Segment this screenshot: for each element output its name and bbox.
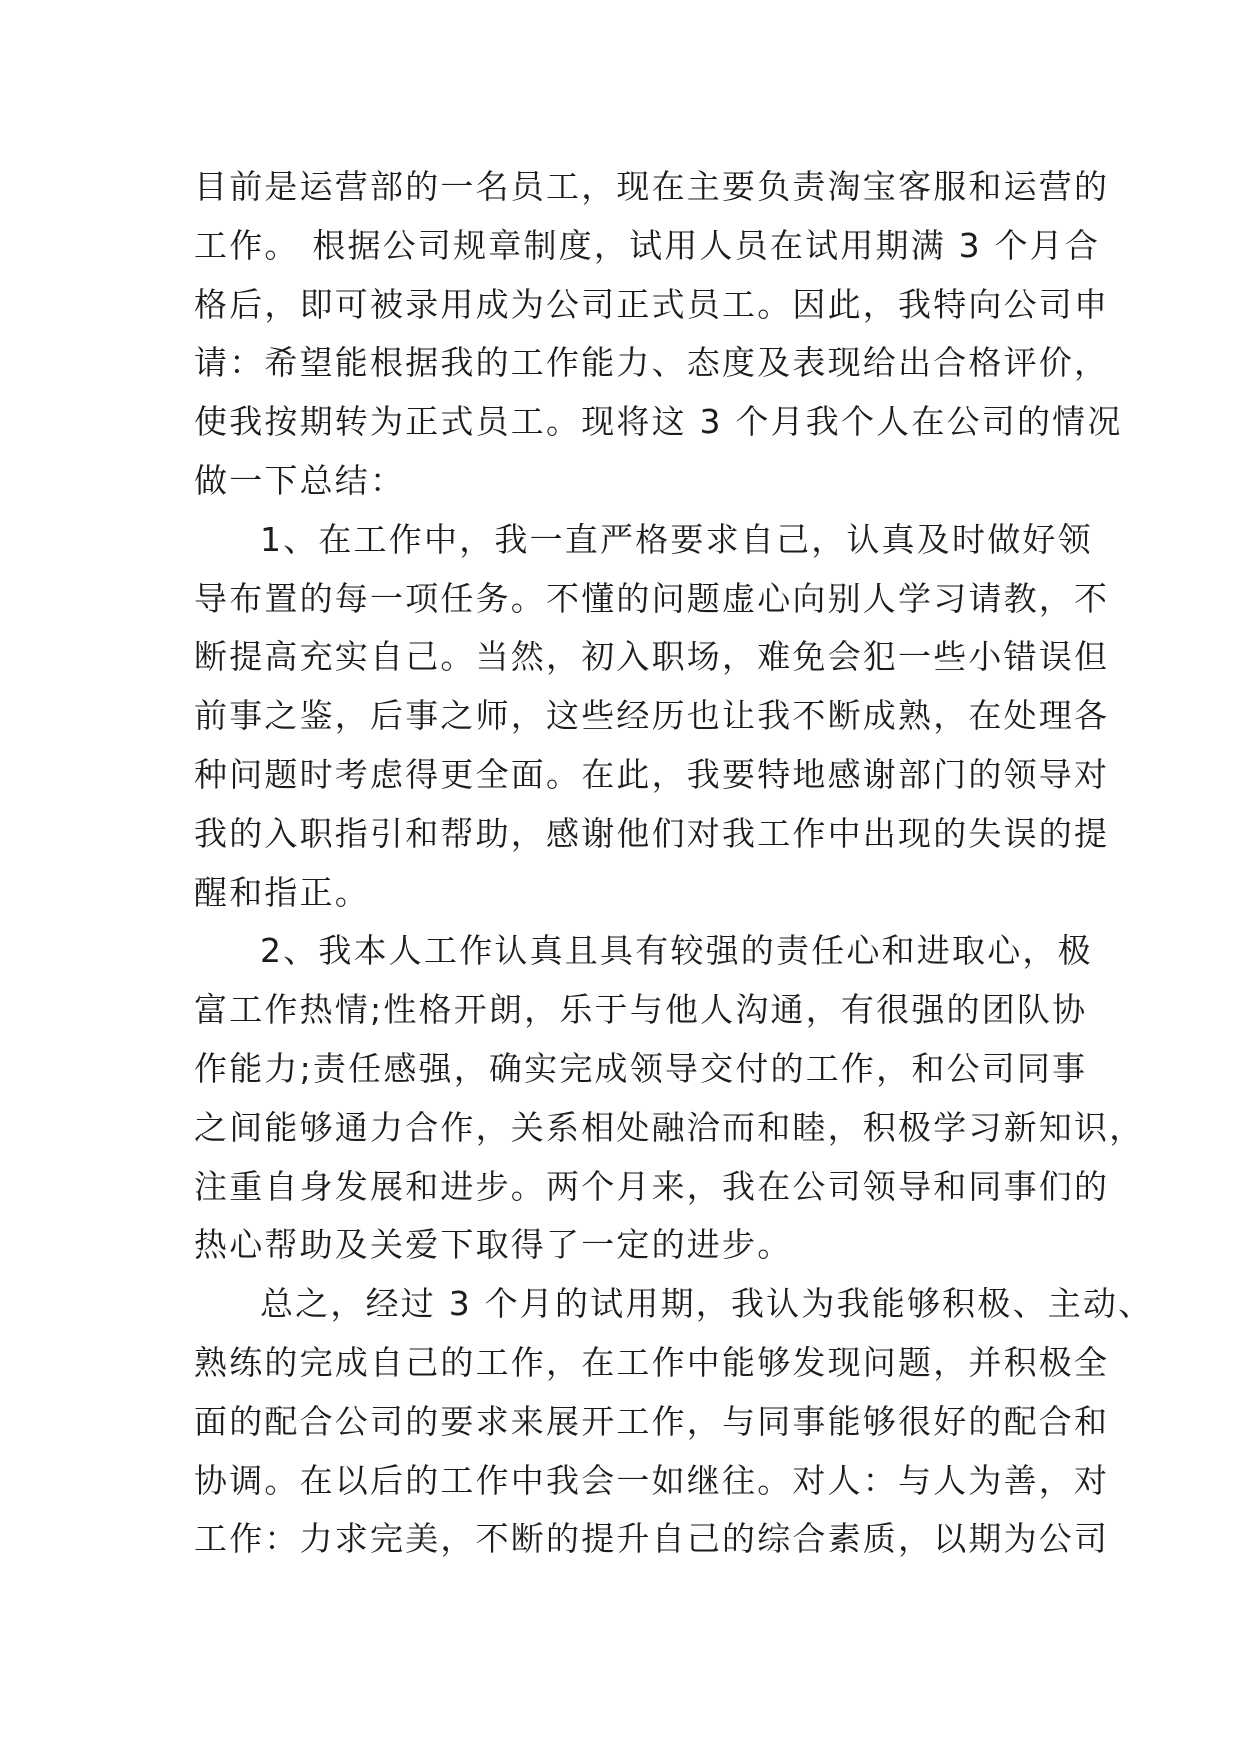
text-line: 工作。 根据公司规章制度，试用人员在试用期满 3 个月合 (194, 225, 1101, 265)
text-line: 协调。在以后的工作中我会一如继往。对人：与人为善，对 (194, 1460, 1110, 1500)
paragraph-start-line: 总之，经过 3 个月的试用期，我认为我能够积极、主动、 (260, 1284, 1154, 1324)
text-line: 之间能够通力合作，关系相处融洽而和睦，积极学习新知识， (194, 1107, 1145, 1147)
text-line: 注重自身发展和进步。两个月来，我在公司领导和同事们的 (194, 1166, 1110, 1206)
text-line: 前事之鉴，后事之师，这些经历也让我不断成熟，在处理各 (194, 696, 1110, 736)
text-line: 醒和指正。 (194, 872, 370, 912)
text-line: 熟练的完成自己的工作，在工作中能够发现问题，并积极全 (194, 1342, 1110, 1382)
text-line: 请：希望能根据我的工作能力、态度及表现给出合格评价， (194, 343, 1110, 383)
text-line: 做一下总结： (194, 460, 406, 500)
text-line: 工作：力求完美，不断的提升自己的综合素质，以期为公司 (194, 1519, 1110, 1559)
document-body (194, 158, 1154, 1569)
text-line: 导布置的每一项任务。不懂的问题虚心向别人学习请教，不 (194, 578, 1110, 618)
paragraph-start-line: 1、在工作中，我一直严格要求自己，认真及时做好领 (260, 519, 1093, 559)
text-line: 格后，即可被录用成为公司正式员工。因此，我特向公司申 (194, 284, 1110, 324)
paragraph-start-line: 2、我本人工作认真且具有较强的责任心和进取心，极 (260, 931, 1093, 971)
text-line: 目前是运营部的一名员工，现在主要负责淘宝客服和运营的 (194, 167, 1110, 206)
text-line: 种问题时考虑得更全面。在此，我要特地感谢部门的领导对 (194, 754, 1110, 794)
text-line: 断提高充实自己。当然，初入职场，难免会犯一些小错误但 (194, 637, 1110, 677)
text-line: 使我按期转为正式员工。现将这 3 个月我个人在公司的情况 (194, 402, 1123, 442)
text-line: 热心帮助及关爱下取得了一定的进步。 (194, 1225, 793, 1265)
text-line: 我的入职指引和帮助，感谢他们对我工作中出现的失误的提 (194, 813, 1110, 853)
text-line: 作能力;责任感强，确实完成领导交付的工作，和公司同事 (194, 1048, 1088, 1088)
text-line: 富工作热情;性格开朗，乐于与他人沟通，有很强的团队协 (194, 990, 1088, 1030)
text-line: 面的配合公司的要求来展开工作，与同事能够很好的配合和 (194, 1401, 1110, 1441)
